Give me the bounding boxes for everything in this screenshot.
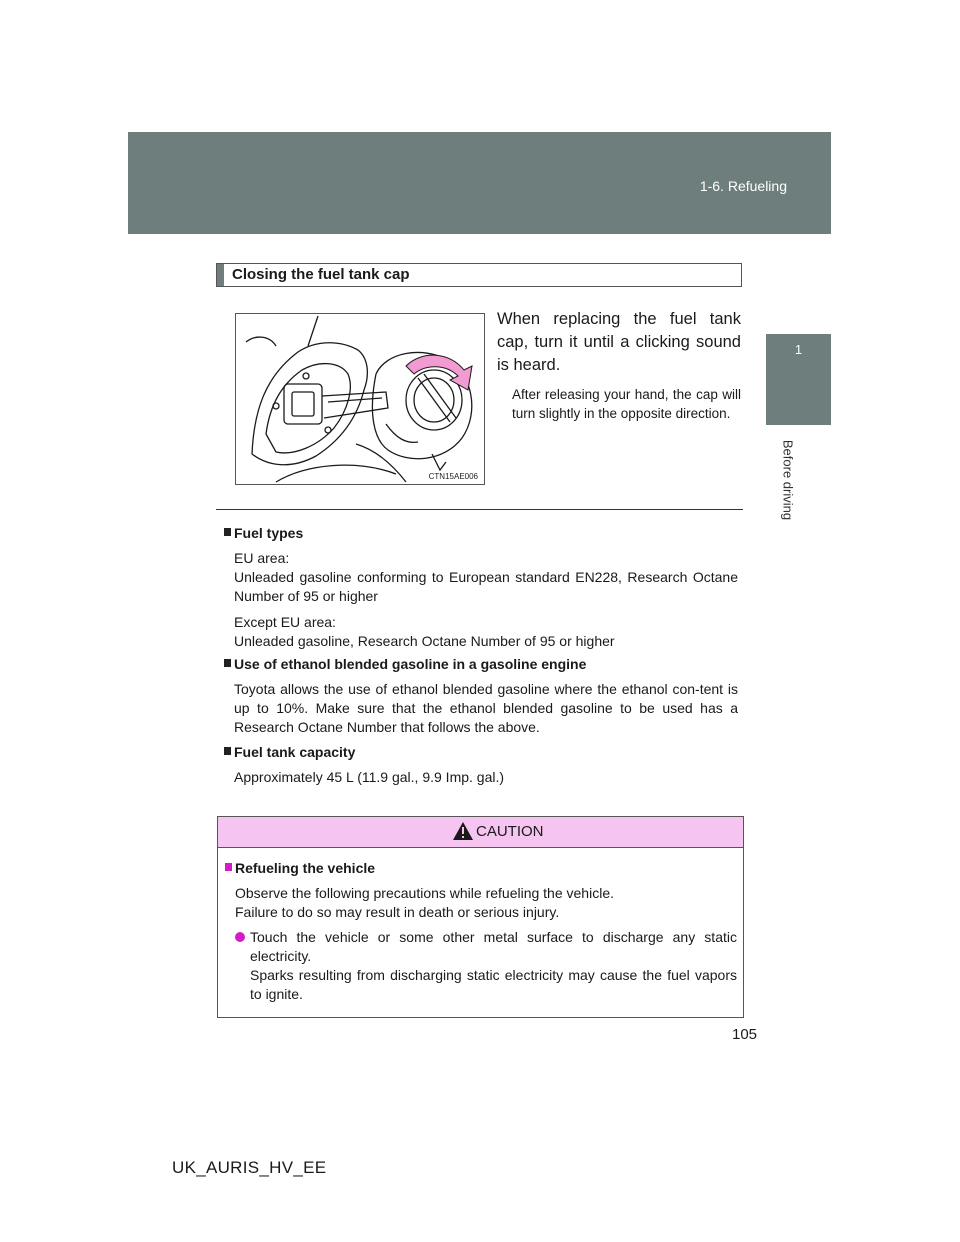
eu-label: EU area: <box>234 550 290 566</box>
page-number: 105 <box>732 1026 758 1043</box>
ethanol-title: Use of ethanol blended gasoline in a gasoline engine <box>234 656 587 672</box>
section-heading <box>216 263 742 287</box>
chapter-tab <box>766 334 831 425</box>
footer-code: UK_AURIS_HV_EE <box>172 1158 327 1177</box>
ethanol-text: Toyota allows the use of ethanol blended gasoline where the ethanol con-tent is up to 10%. Make sure that the ethanol blended gasoline to be used has a Research Octane Number that follows the above. <box>234 681 738 735</box>
caution-header <box>218 817 743 848</box>
round-bullet-icon <box>235 932 245 942</box>
except-text: Unleaded gasoline, Research Octane Number of 95 or higher <box>234 633 615 649</box>
warning-triangle-icon <box>452 821 474 841</box>
section-title: 1-6. Refueling <box>699 178 787 194</box>
fuel-cap-figure <box>235 313 485 485</box>
fuel-types-heading <box>224 524 738 543</box>
square-bullet-icon <box>224 659 231 667</box>
chapter-label <box>773 425 803 535</box>
fuel-types-title: Fuel types <box>234 525 304 541</box>
capacity-heading <box>224 743 738 762</box>
caution-point <box>225 928 737 1004</box>
square-bullet-icon <box>224 528 231 536</box>
fuel-cap-illustration-icon <box>236 314 484 484</box>
fuel-types-block <box>224 524 738 651</box>
eu-text: Unleaded gasoline conforming to European standard EN228, Research Octane Number of 95 or higher <box>234 569 738 604</box>
heading-bar <box>217 264 224 286</box>
header-band <box>128 132 831 234</box>
caution-line-1: Observe the following precautions while refueling the vehicle. <box>235 885 614 901</box>
caution-point-detail: Sparks resulting from discharging static electricity may cause the fuel vapors to ignite. <box>250 967 737 1002</box>
square-bullet-icon <box>225 863 232 871</box>
chapter-number: 1 <box>794 342 803 357</box>
chapter-label-text: Before driving <box>780 439 796 521</box>
caution-title: Refueling the vehicle <box>235 860 376 876</box>
except-label: Except EU area: <box>234 614 336 630</box>
capacity-text: Approximately 45 L (11.9 gal., 9.9 Imp. gal.) <box>234 769 505 785</box>
caution-point-text: Touch the vehicle or some other metal surface to discharge any static electricity. <box>250 929 737 964</box>
caution-title-row <box>225 859 737 878</box>
caution-line-2: Failure to do so may result in death or serious injury. <box>235 904 560 920</box>
capacity-title: Fuel tank capacity <box>234 744 356 760</box>
divider <box>216 509 743 510</box>
heading-text: Closing the fuel tank cap <box>232 266 410 283</box>
ethanol-heading <box>224 655 738 674</box>
square-bullet-icon <box>224 747 231 755</box>
ethanol-block <box>224 655 738 737</box>
intro-text: When replacing the fuel tank cap, turn it until a clicking sound is heard. <box>497 310 741 374</box>
capacity-block <box>224 743 738 787</box>
note-text: After releasing your hand, the cap will turn slightly in the opposite direction. <box>512 387 741 421</box>
caution-box <box>217 816 744 1018</box>
figure-code: CTN15AE006 <box>428 472 478 481</box>
caution-label: CAUTION <box>476 823 544 840</box>
caution-item <box>225 859 737 1004</box>
